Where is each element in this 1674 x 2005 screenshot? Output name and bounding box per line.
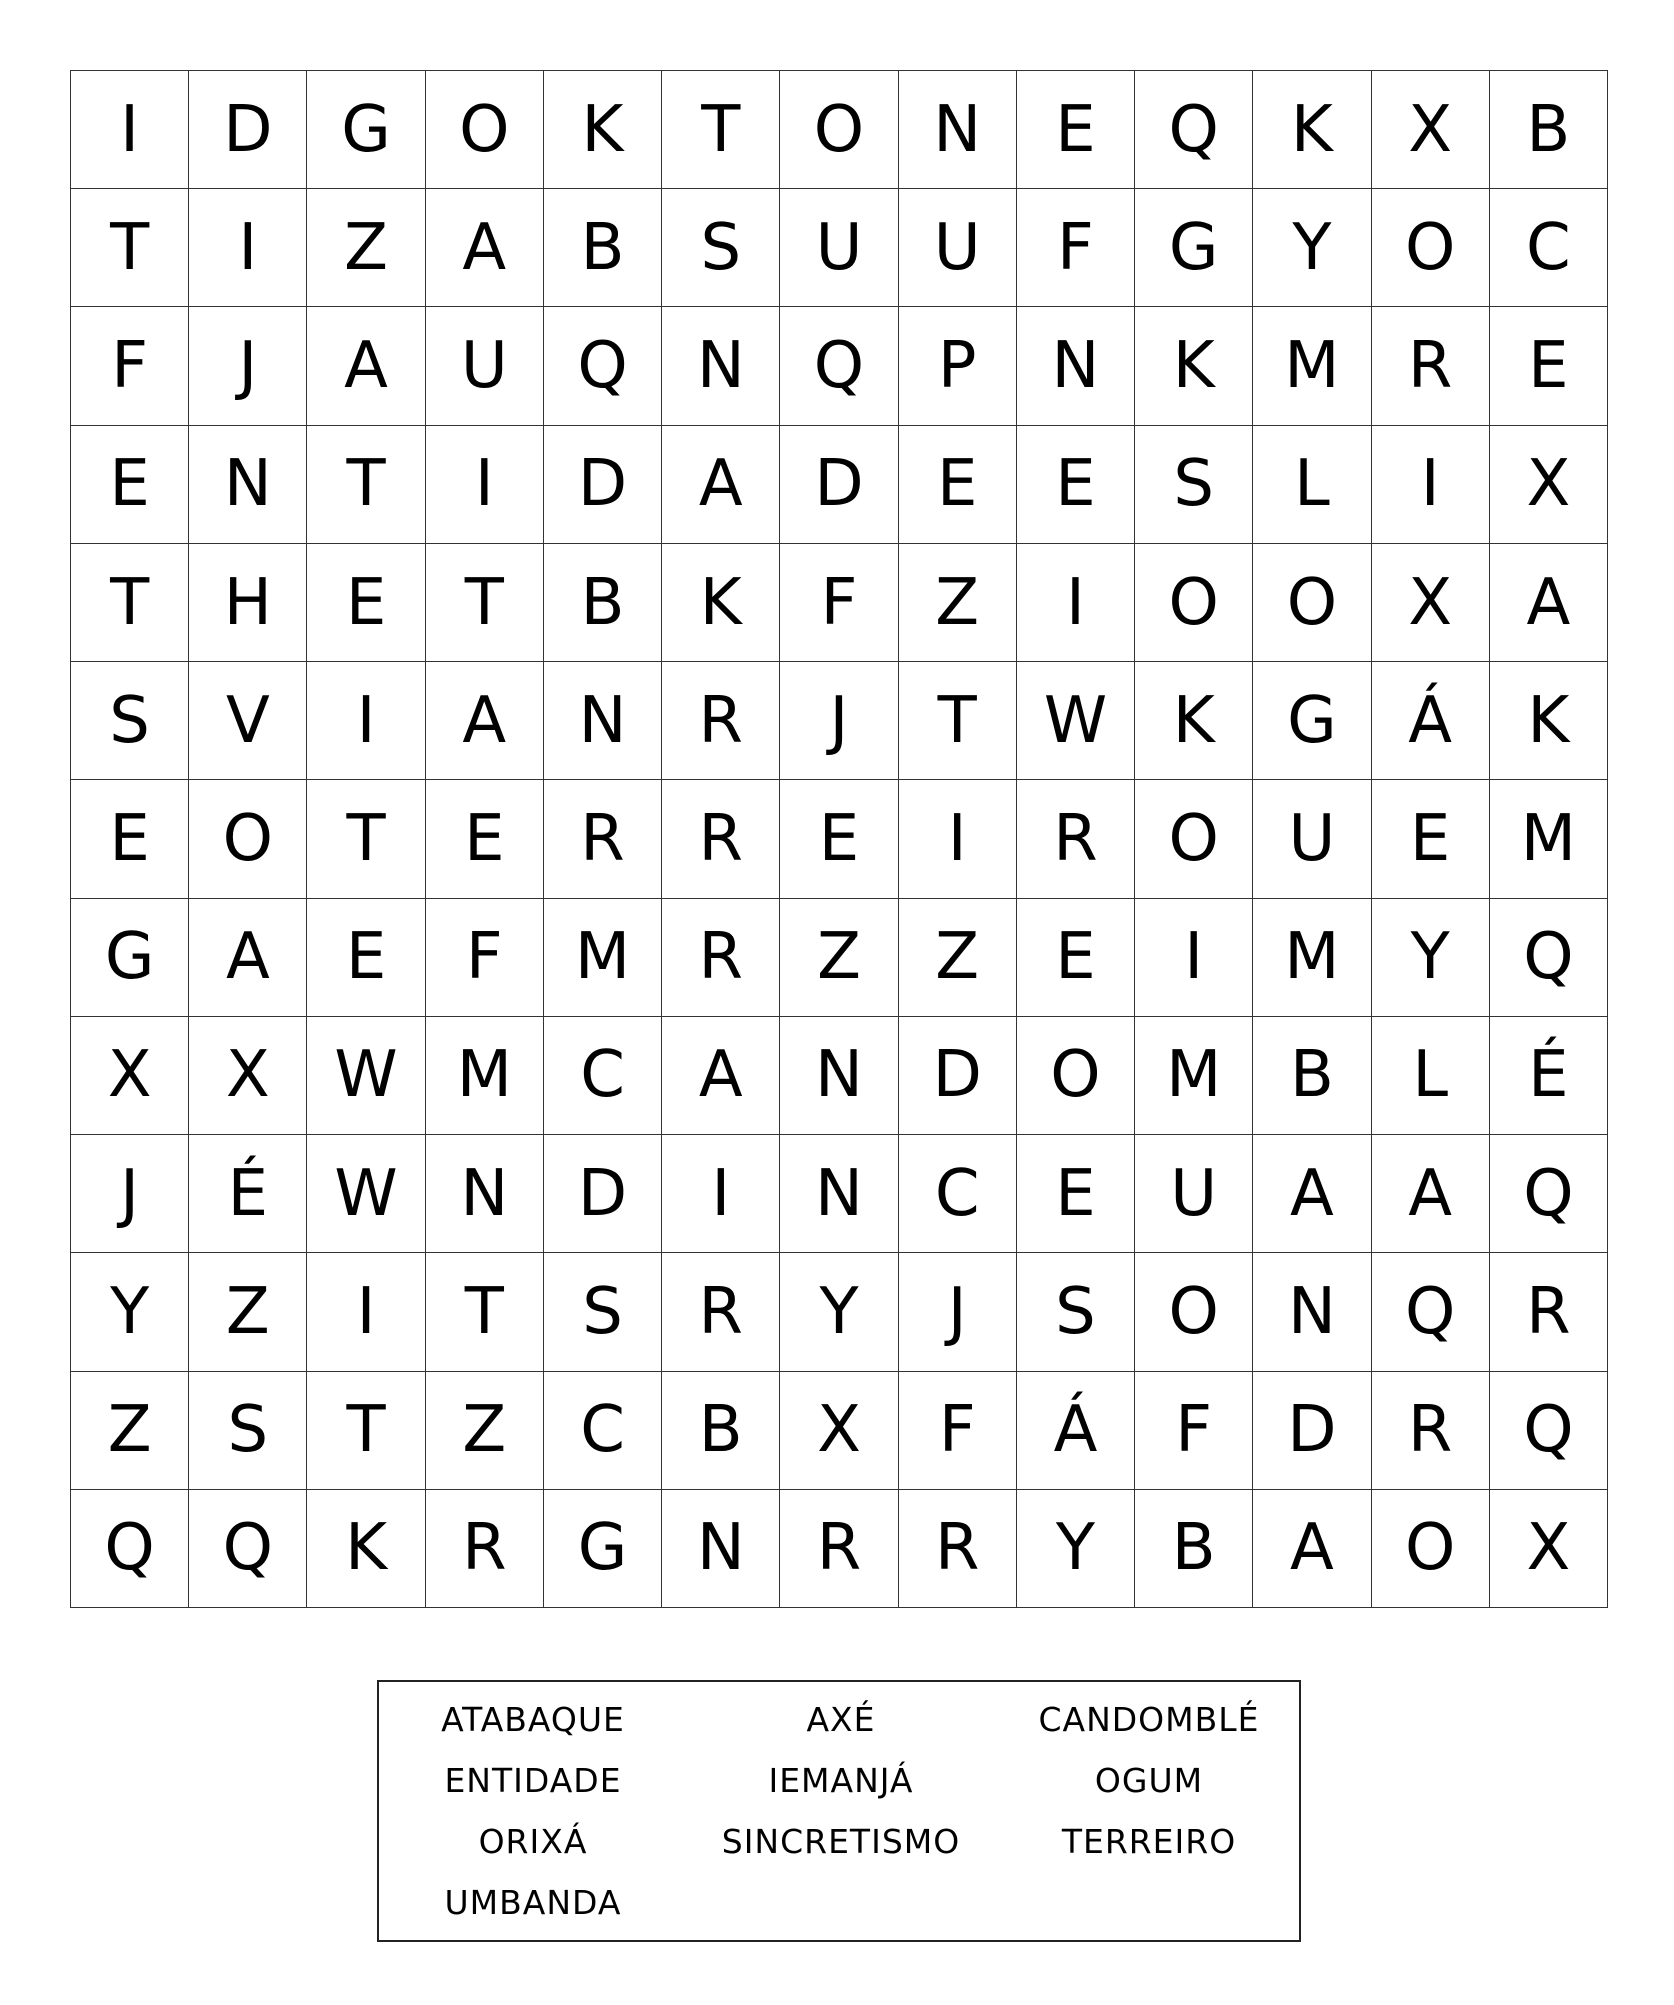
grid-cell[interactable]: N [1017,307,1135,425]
grid-cell[interactable]: P [899,307,1017,425]
grid-cell[interactable]: X [1490,426,1608,544]
grid-cell[interactable]: Y [1253,189,1371,307]
grid-cell[interactable]: X [1372,71,1490,189]
grid-cell[interactable]: W [307,1135,425,1253]
word-list-item: ORIXÁ [478,1822,588,1861]
grid-cell[interactable]: R [544,780,662,898]
grid-cell[interactable]: F [780,544,898,662]
grid-cell[interactable]: E [1017,899,1135,1017]
grid-cell[interactable]: S [1017,1253,1135,1371]
grid-cell[interactable]: É [1490,1017,1608,1135]
grid-cell[interactable]: F [899,1372,1017,1490]
word-list-item: CANDOMBLÉ [1038,1700,1260,1739]
grid-cell[interactable]: Q [1490,899,1608,1017]
grid-cell[interactable]: A [1253,1490,1371,1608]
grid-cell[interactable]: M [426,1017,544,1135]
grid-cell[interactable]: D [544,1135,662,1253]
grid-cell[interactable]: B [1490,71,1608,189]
grid-cell[interactable]: D [544,426,662,544]
grid-cell[interactable]: É [189,1135,307,1253]
grid-cell[interactable]: F [1017,189,1135,307]
grid-cell[interactable]: T [307,1372,425,1490]
grid-cell[interactable]: C [544,1372,662,1490]
grid-cell[interactable]: A [1490,544,1608,662]
grid-cell[interactable]: F [1135,1372,1253,1490]
grid-cell[interactable]: E [1017,426,1135,544]
grid-cell[interactable]: M [544,899,662,1017]
word-list-item: OGUM [1094,1761,1204,1800]
grid-cell[interactable]: W [307,1017,425,1135]
grid-cell[interactable]: A [1372,1135,1490,1253]
grid-cell[interactable]: N [780,1135,898,1253]
grid-cell[interactable]: S [71,662,189,780]
grid-cell[interactable]: X [780,1372,898,1490]
grid-cell[interactable]: Z [899,544,1017,662]
grid-cell[interactable]: U [1253,780,1371,898]
word-list-item: IEMANJÁ [768,1761,914,1800]
grid-cell[interactable]: U [426,307,544,425]
grid-cell[interactable]: I [71,71,189,189]
grid-cell[interactable]: I [1372,426,1490,544]
grid-cell[interactable]: V [189,662,307,780]
grid-cell[interactable]: X [1372,544,1490,662]
grid-cell[interactable]: D [1253,1372,1371,1490]
grid-cell[interactable]: R [662,1253,780,1371]
grid-cell[interactable]: O [426,71,544,189]
grid-cell[interactable]: E [307,544,425,662]
grid-cell[interactable]: Z [71,1372,189,1490]
grid-cell[interactable]: D [189,71,307,189]
grid-cell[interactable]: E [426,780,544,898]
grid-cell[interactable]: J [780,662,898,780]
grid-cell[interactable]: A [189,899,307,1017]
grid-cell[interactable]: J [899,1253,1017,1371]
grid-cell[interactable]: Z [189,1253,307,1371]
word-list-item: AXÉ [806,1700,876,1739]
grid-cell[interactable]: N [662,1490,780,1608]
grid-cell[interactable]: I [307,1253,425,1371]
grid-cell[interactable]: Q [1490,1135,1608,1253]
grid-cell[interactable]: B [1135,1490,1253,1608]
grid-cell[interactable]: I [426,426,544,544]
grid-cell[interactable]: S [662,189,780,307]
grid-cell[interactable]: R [899,1490,1017,1608]
grid-cell[interactable]: F [426,899,544,1017]
grid-cell[interactable]: A [662,1017,780,1135]
grid-cell[interactable]: G [71,899,189,1017]
grid-cell[interactable]: O [1017,1017,1135,1135]
grid-cell[interactable]: Z [307,189,425,307]
grid-cell[interactable]: Q [1490,1372,1608,1490]
grid-cell[interactable]: R [426,1490,544,1608]
grid-cell[interactable]: H [189,544,307,662]
grid-cell[interactable]: Y [1372,899,1490,1017]
grid-cell[interactable]: I [189,189,307,307]
grid-cell[interactable]: S [544,1253,662,1371]
grid-cell[interactable]: X [189,1017,307,1135]
grid-cell[interactable]: Q [544,307,662,425]
grid-cell[interactable]: N [189,426,307,544]
grid-cell[interactable]: X [71,1017,189,1135]
grid-cell[interactable]: K [544,71,662,189]
grid-cell[interactable]: M [1135,1017,1253,1135]
grid-cell[interactable]: E [899,426,1017,544]
grid-cell[interactable]: K [1135,662,1253,780]
grid-cell[interactable]: K [1490,662,1608,780]
grid-cell[interactable]: R [1490,1253,1608,1371]
grid-cell[interactable]: Y [1017,1490,1135,1608]
grid-cell[interactable]: T [899,662,1017,780]
grid-cell[interactable]: R [662,662,780,780]
grid-cell[interactable]: E [307,899,425,1017]
grid-cell[interactable]: Á [1017,1372,1135,1490]
grid-cell[interactable]: I [307,662,425,780]
grid-cell[interactable]: B [1253,1017,1371,1135]
grid-cell[interactable]: T [426,1253,544,1371]
grid-cell[interactable]: B [662,1372,780,1490]
grid-cell[interactable]: G [1253,662,1371,780]
grid-cell[interactable]: O [780,71,898,189]
grid-cell[interactable]: L [1372,1017,1490,1135]
grid-cell[interactable]: R [1372,307,1490,425]
grid-cell[interactable]: U [1135,1135,1253,1253]
grid-cell[interactable]: I [662,1135,780,1253]
grid-cell[interactable]: R [1017,780,1135,898]
grid-cell[interactable]: T [662,71,780,189]
grid-cell[interactable]: J [189,307,307,425]
grid-cell[interactable]: T [71,189,189,307]
grid-cell[interactable]: K [1135,307,1253,425]
word-list-item: ENTIDADE [444,1761,622,1800]
word-list-item: UMBANDA [444,1883,622,1922]
grid-cell[interactable]: B [544,189,662,307]
grid-cell[interactable]: E [1017,71,1135,189]
grid-cell[interactable]: L [1253,426,1371,544]
grid-cell[interactable]: A [1253,1135,1371,1253]
grid-cell[interactable]: E [1017,1135,1135,1253]
grid-cell[interactable]: X [1490,1490,1608,1608]
grid-cell[interactable]: E [1490,307,1608,425]
grid-cell[interactable]: T [426,544,544,662]
grid-cell[interactable]: O [1135,780,1253,898]
grid-cell[interactable]: T [307,426,425,544]
grid-cell[interactable]: R [662,780,780,898]
grid-cell[interactable]: J [71,1135,189,1253]
letter-grid [70,70,1608,1608]
grid-cell[interactable]: M [1253,899,1371,1017]
grid-cell[interactable]: N [780,1017,898,1135]
grid-cell[interactable]: M [1490,780,1608,898]
grid-cell[interactable]: N [662,307,780,425]
grid-cell[interactable]: G [307,71,425,189]
grid-cell[interactable]: A [426,662,544,780]
grid-cell[interactable]: O [1253,544,1371,662]
grid-cell[interactable]: O [1135,1253,1253,1371]
grid-cell[interactable]: Q [1135,71,1253,189]
grid-cell[interactable]: D [899,1017,1017,1135]
grid-cell[interactable]: K [307,1490,425,1608]
word-list-box [377,1680,1301,1942]
grid-cell[interactable]: U [780,189,898,307]
grid-cell[interactable]: Q [71,1490,189,1608]
grid-cell[interactable]: T [71,544,189,662]
grid-cell[interactable]: Z [899,899,1017,1017]
grid-cell[interactable]: E [1372,780,1490,898]
grid-cell[interactable]: S [1135,426,1253,544]
grid-cell[interactable]: E [71,426,189,544]
grid-cell[interactable]: G [1135,189,1253,307]
grid-cell[interactable]: O [1372,189,1490,307]
grid-cell[interactable]: C [1490,189,1608,307]
grid-cell[interactable]: M [1253,307,1371,425]
grid-cell[interactable]: N [544,662,662,780]
grid-cell[interactable]: O [189,780,307,898]
grid-cell[interactable]: A [307,307,425,425]
grid-cell[interactable]: N [1253,1253,1371,1371]
grid-cell[interactable]: N [899,71,1017,189]
grid-cell[interactable]: R [662,899,780,1017]
grid-cell[interactable]: A [426,189,544,307]
grid-cell[interactable]: I [1135,899,1253,1017]
grid-cell[interactable]: E [780,780,898,898]
grid-cell[interactable]: O [1135,544,1253,662]
grid-cell[interactable]: E [71,780,189,898]
grid-cell[interactable]: Z [780,899,898,1017]
grid-cell[interactable]: G [544,1490,662,1608]
grid-cell[interactable]: Y [71,1253,189,1371]
grid-cell[interactable]: I [1017,544,1135,662]
grid-cell[interactable]: F [71,307,189,425]
grid-cell[interactable]: R [780,1490,898,1608]
grid-cell[interactable]: O [1372,1490,1490,1608]
grid-cell[interactable]: R [1372,1372,1490,1490]
word-list [379,1700,1299,1944]
grid-cell[interactable]: Z [426,1372,544,1490]
word-list-item: ATABAQUE [441,1700,625,1739]
grid-cell[interactable]: K [1253,71,1371,189]
grid-cell[interactable]: T [307,780,425,898]
grid-cell[interactable]: I [899,780,1017,898]
grid-cell[interactable]: Y [780,1253,898,1371]
grid-cell[interactable]: D [780,426,898,544]
grid-cell[interactable]: U [899,189,1017,307]
grid-cell[interactable]: B [544,544,662,662]
grid-cell[interactable]: Q [780,307,898,425]
word-list-item: SINCRETISMO [721,1822,961,1861]
grid-cell[interactable]: N [426,1135,544,1253]
grid-cell[interactable]: C [899,1135,1017,1253]
grid-cell[interactable]: Q [189,1490,307,1608]
grid-cell[interactable]: W [1017,662,1135,780]
grid-cell[interactable]: S [189,1372,307,1490]
grid-cell[interactable]: A [662,426,780,544]
word-list-item: TERREIRO [1061,1822,1237,1861]
grid-cell[interactable]: Q [1372,1253,1490,1371]
grid-cell[interactable]: K [662,544,780,662]
grid-cell[interactable]: Á [1372,662,1490,780]
grid-cell[interactable]: C [544,1017,662,1135]
